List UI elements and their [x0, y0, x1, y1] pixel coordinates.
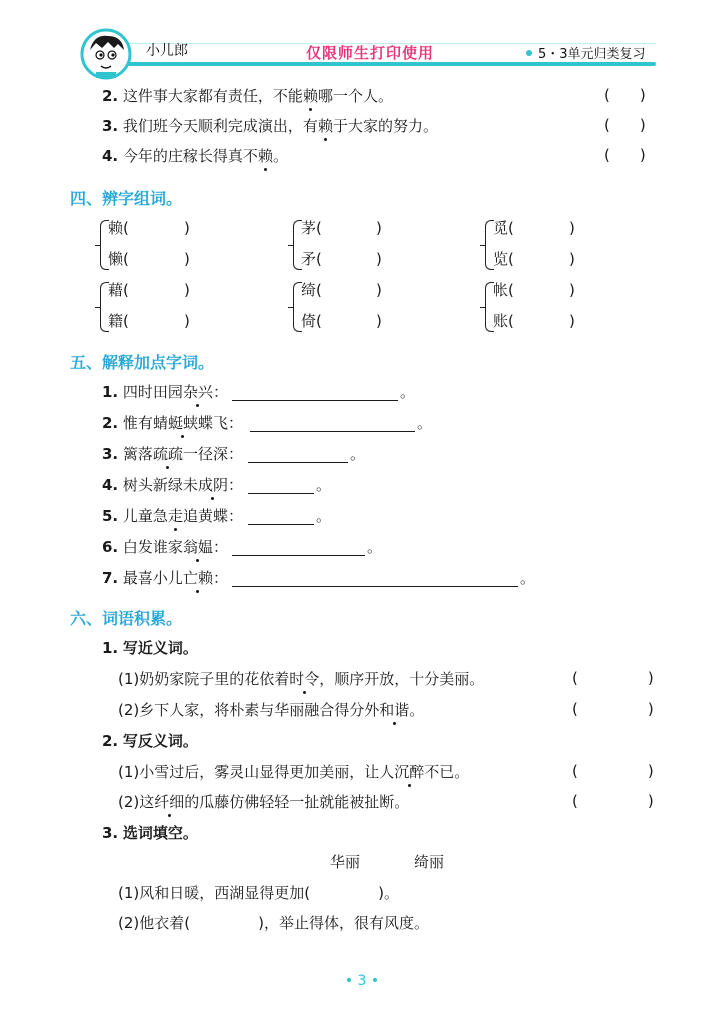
- answer-line[interactable]: [250, 431, 415, 432]
- close-paren: ): [569, 219, 575, 237]
- word-field[interactable]: 赖(: [108, 219, 129, 237]
- word-field[interactable]: 览(: [493, 250, 514, 268]
- answer-paren[interactable]: ( ): [604, 116, 646, 134]
- close-paren: ): [376, 250, 382, 268]
- subsection-title: 1. 写近义词。: [102, 639, 198, 657]
- answer-paren[interactable]: ( ): [572, 669, 654, 687]
- answer-paren[interactable]: ( ): [572, 762, 654, 780]
- section-title: 六、词语积累。: [70, 609, 183, 628]
- period: 。: [316, 507, 332, 525]
- list-item: 3. 篱落疏疏一径深：: [102, 445, 243, 463]
- close-paren: ): [376, 281, 382, 299]
- answer-line[interactable]: [248, 462, 348, 463]
- section-title: 五、解释加点字词。: [70, 353, 215, 372]
- period: 。: [350, 445, 366, 463]
- list-item: 2. 惟有蜻蜓蛱蝶飞：: [102, 414, 243, 432]
- page-number: • 3 •: [344, 973, 380, 989]
- word-field[interactable]: 懒(: [108, 250, 129, 268]
- list-item: (1)风和日暖，西湖显得更加( )。: [118, 884, 399, 902]
- word-option: 华丽: [330, 853, 361, 871]
- print-notice: 仅限师生打印使用: [306, 44, 435, 62]
- close-paren: ): [184, 219, 190, 237]
- close-paren: ): [569, 281, 575, 299]
- close-paren: ): [376, 219, 382, 237]
- close-paren: ): [184, 250, 190, 268]
- word-field[interactable]: 藉(: [108, 281, 129, 299]
- list-item: (2)他衣着( )，举止得体，很有风度。: [118, 914, 429, 932]
- subsection-title: 2. 写反义词。: [102, 732, 198, 750]
- close-paren: ): [184, 281, 190, 299]
- close-paren: ): [569, 312, 575, 330]
- list-item: 5. 儿童急走追黄蝶：: [102, 507, 243, 525]
- list-item: 2. 这件事大家都有责任，不能赖哪一个人。: [102, 87, 393, 105]
- close-paren: ): [569, 250, 575, 268]
- answer-line[interactable]: [232, 555, 365, 556]
- period: 。: [417, 414, 433, 432]
- list-item: 6. 白发谁家翁媪：: [102, 538, 228, 556]
- list-item: (2)这纤细的瓜藤仿佛轻轻一扯就能被扯断。: [118, 793, 410, 811]
- answer-line[interactable]: [232, 400, 398, 401]
- answer-line[interactable]: [232, 586, 518, 587]
- list-item: 4. 树头新绿未成阴：: [102, 476, 243, 494]
- answer-paren[interactable]: ( ): [604, 146, 646, 164]
- period: 。: [520, 569, 536, 587]
- answer-paren[interactable]: ( ): [604, 86, 646, 104]
- brand-name: 小儿郎: [146, 43, 188, 59]
- word-field[interactable]: 倚(: [301, 312, 322, 330]
- answer-paren[interactable]: ( ): [572, 700, 654, 718]
- subsection-title: 3. 选词填空。: [102, 824, 198, 842]
- answer-line[interactable]: [248, 493, 314, 494]
- list-item: 4. 今年的庄稼长得真不赖。: [102, 147, 288, 165]
- mascot-logo: [80, 28, 132, 80]
- list-item: 3. 我们班今天顺利完成演出，有赖于大家的努力。: [102, 117, 438, 135]
- period: 。: [316, 476, 332, 494]
- word-field[interactable]: 觅(: [493, 219, 514, 237]
- close-paren: ): [184, 312, 190, 330]
- list-item: 1. 四时田园杂兴：: [102, 383, 228, 401]
- section-title: 四、辨字组词。: [70, 189, 183, 208]
- unit-title: 5・3单元归类复习: [538, 47, 646, 62]
- answer-line[interactable]: [248, 524, 314, 525]
- word-field[interactable]: 矛(: [301, 250, 322, 268]
- word-field[interactable]: 账(: [493, 312, 514, 330]
- word-field[interactable]: 茅(: [301, 219, 322, 237]
- word-field[interactable]: 绮(: [301, 281, 322, 299]
- bullet-dot-icon: [526, 50, 532, 56]
- list-item: (1)奶奶家院子里的花依着时令，顺序开放，十分美丽。: [118, 670, 485, 688]
- period: 。: [367, 538, 383, 556]
- list-item: 7. 最喜小儿亡赖：: [102, 569, 228, 587]
- list-item: (1)小雪过后，雾灵山显得更加美丽，让人沉醉不已。: [118, 763, 470, 781]
- word-field[interactable]: 籍(: [108, 312, 129, 330]
- close-paren: ): [376, 312, 382, 330]
- list-item: (2)乡下人家，将朴素与华丽融合得分外和谐。: [118, 701, 425, 719]
- word-option: 绮丽: [414, 853, 445, 871]
- answer-paren[interactable]: ( ): [572, 792, 654, 810]
- period: 。: [400, 383, 416, 401]
- word-field[interactable]: 帐(: [493, 281, 514, 299]
